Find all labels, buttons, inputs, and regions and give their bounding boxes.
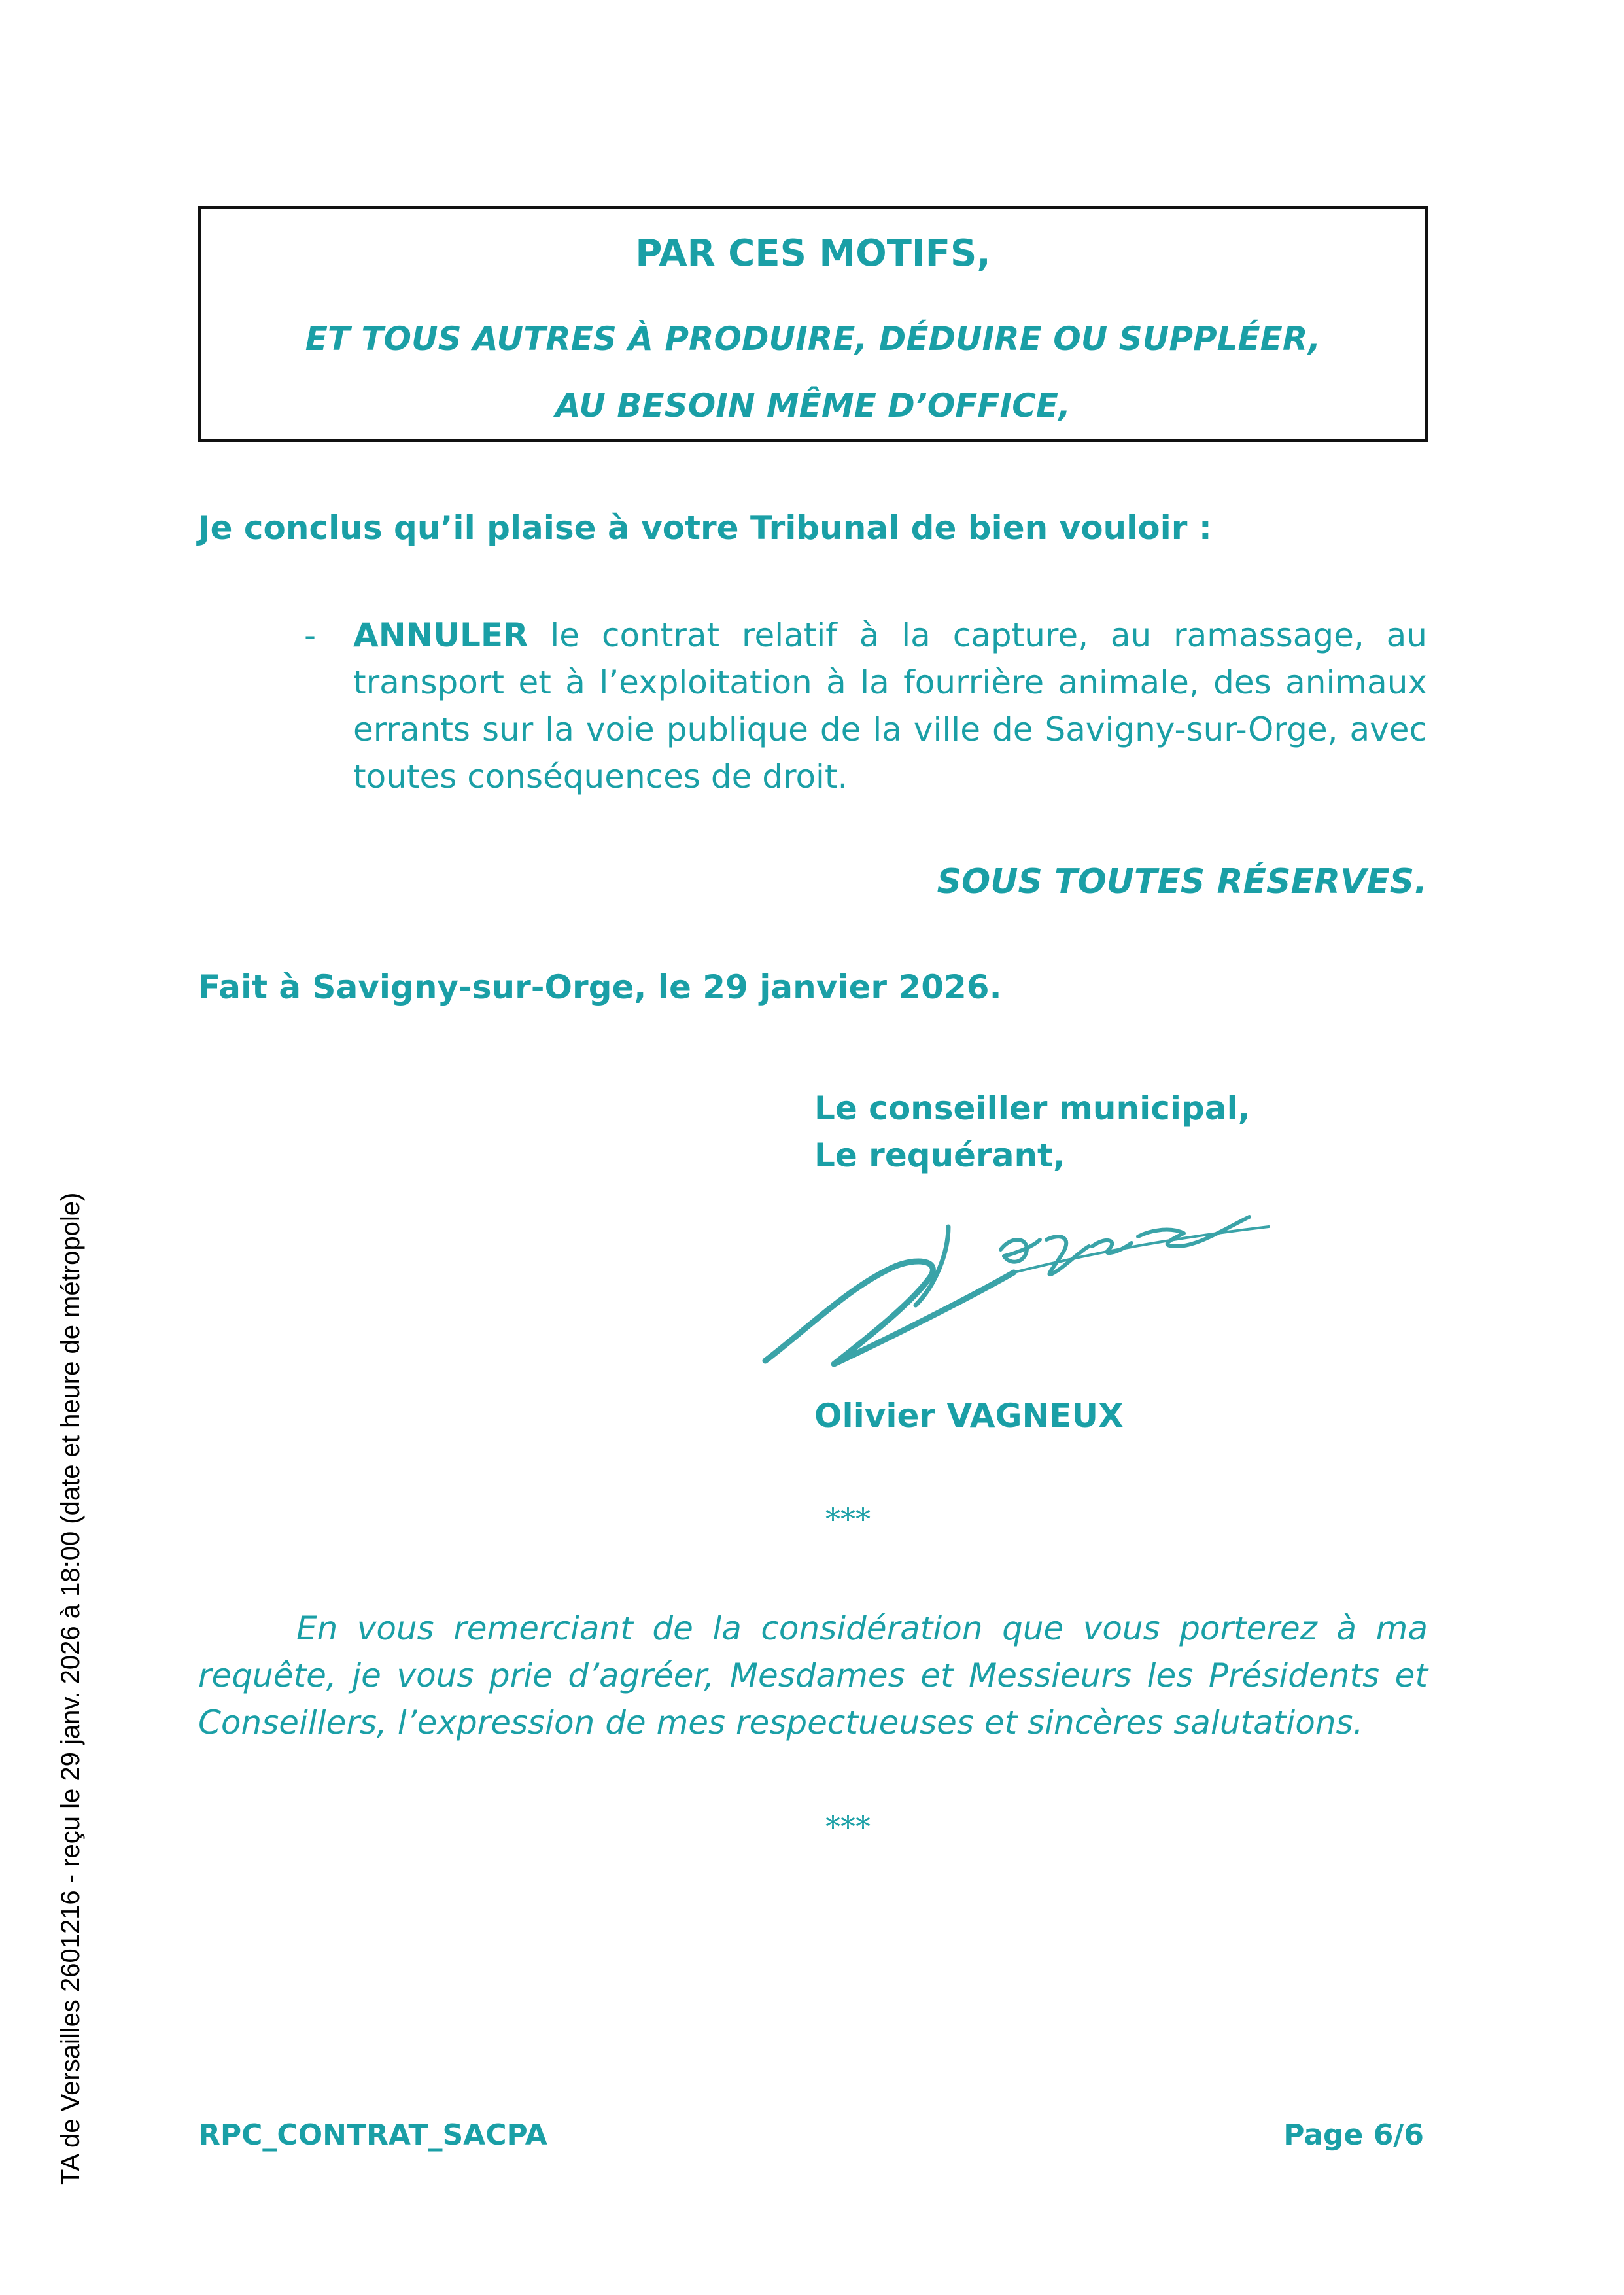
request-text [353, 612, 1427, 800]
signer-role-1: Le conseiller municipal, [814, 1089, 1251, 1127]
request-bullet: - [304, 616, 317, 654]
separator-stars-1: *** [825, 1501, 871, 1537]
signer-block [814, 1085, 1251, 1179]
motifs-line-2: AU BESOIN MÊME D’OFFICE, [555, 387, 1071, 425]
reserves-line: SOUS TOUTES RÉSERVES. [937, 862, 1427, 902]
handwritten-signature [752, 1200, 1275, 1371]
conclusion-intro: Je conclus qu’il plaise à votre Tribunal de bien vouloir : [198, 509, 1212, 547]
separator-stars-2: *** [825, 1809, 871, 1844]
signer-role-2: Le requérant, [814, 1136, 1065, 1174]
signer-name: Olivier VAGNEUX [814, 1397, 1124, 1435]
closing-text: En vous remerciant de la considération que vous porterez à ma requête, je vous prie d’agréer, Mesdames et Messieurs les Présidents et Conseillers, l’expression de mes respectueuses et sincères salutations. [198, 1609, 1428, 1742]
court-receipt-stamp: TA de Versailles 2601216 - reçu le 29 janv. 2026 à 18:00 (date et heure de métropole) [56, 1192, 85, 2185]
closing-paragraph [198, 1605, 1428, 1746]
place-date: Fait à Savigny-sur-Orge, le 29 janvier 2026. [198, 968, 1002, 1006]
request-keyword: ANNULER [353, 616, 528, 654]
footer-page-number: Page 6/6 [1283, 2118, 1424, 2152]
footer-document-id: RPC_CONTRAT_SACPA [198, 2118, 547, 2152]
motifs-title: PAR CES MOTIFS, [635, 232, 991, 275]
motifs-line-1: ET TOUS AUTRES À PRODUIRE, DÉDUIRE OU SUPPLÉER, [305, 320, 1321, 358]
motifs-box [198, 206, 1428, 442]
request-body: le contrat relatif à la capture, au ramassage, au transport et à l’exploitation à la fourrière animale, des animaux errants sur la voie publique de la ville de Savigny-sur-Orge, avec toutes conséquences de droit. [353, 616, 1427, 796]
